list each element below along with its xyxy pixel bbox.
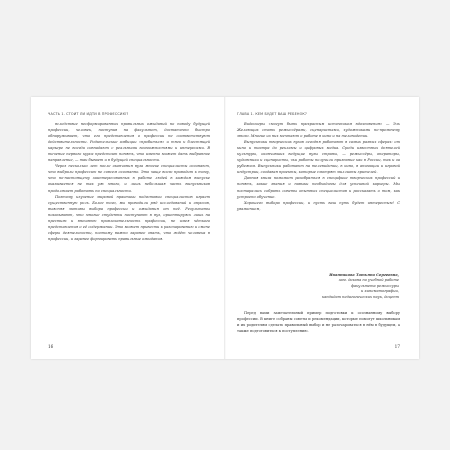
right-body-text (237, 121, 400, 212)
right-plain-paragraph: Перед вами замечательный пример подготовки к осознанному выбору профессии. В книге собраны советы и рекомендации, которые помогут школьникам и их родителям сделать правильный выбор и не разочароваться в нём в будущем, а также подготовиться к поступлению. (237, 311, 400, 334)
left-page (31, 97, 225, 359)
signature-line: кандидат педагогических наук, доцент (321, 294, 399, 299)
right-paragraph: Хорошего выбора профессии, и пусть ваш путь будет интересным! С уважением, (237, 200, 400, 211)
right-paragraph: Выпускники творческих вузов сегодня работают в самых разных сферах: от кино и театра до рекламы и цифровых медиа. Среди известных деятелей культуры, окончивших ведущие вузы страны, — режиссёры, операторы, художники и сценаристы, чьи работы получили признание как в России, так и за рубежом. Выпускники работают на телевидении, в кино, в анимации и игровой индустрии, создавая проекты, которые смотрят миллионы зрителей. (237, 140, 400, 175)
left-paragraph: Через несколько лет после окончания вуза многие специалисты осознают, что выбрали профессию не совсем осознанно. Это чаще всего приводит к тому, что по-настоящему заинтересованных в работе людей в каждом выпуске оказывается не так уж много, и лишь небольшая часть выпускников продолжает работать по специальности. (48, 164, 210, 193)
left-paragraph: Поэтому изучение мировой практики подготовки специалистов играет существенную роль. Более того, мы проводили ряд исследований и опросов, выясняя мотивы выбора профессии и ожидания от неё. Результаты показывают, что многие студенты поступают в вуз, ориентируясь лишь на престиж и внешнюю привлекательность профессии, не имея чёткого представления о её содержании. Это может привести к разочарованию и смене сферы деятельности, поэтому важно заранее знать, что ждёт человека в профессии, и заранее формировать правильные ожидания. (48, 194, 210, 241)
right-plain-text (237, 310, 400, 334)
left-body-text (48, 121, 210, 242)
left-page-number: 16 (48, 344, 54, 349)
left-running-head: ЧАСТЬ 1. СТОИТ ЛИ ИДТИ В ПРОФЕССИЮ? (48, 112, 129, 116)
right-running-head: ГЛАВА 1. КЕМ БУДЕТ ВАШ РЕБЕНОК? (237, 112, 307, 116)
signature-line: и кинематографии, (361, 289, 399, 294)
signature-name: Иванникова Татьяна Сергеевна, (329, 273, 399, 277)
right-page (225, 97, 419, 359)
signature-line: зам. декана по учебной работе (338, 278, 399, 283)
right-paragraph: Данная книга поможет разобраться в специфике творческих профессий и понять, какие знания и навыки необходимы для успешной карьеры. Мы постарались собрать советы опытных специалистов и рассказать о том, как устроено обучение. (237, 176, 400, 199)
right-paragraph: Видеоигры «могут быть прекрасным источником вдохновения» — Эль Желающих стать режиссёрами, сценаристами, художниками по-прежнему много. Многие из них мечтают о работе в кино и на телевидении. (237, 122, 400, 139)
signature-block (279, 273, 399, 300)
right-page-number: 17 (394, 344, 400, 349)
book-spread (31, 97, 419, 359)
signature-line: факультета режиссуры (351, 283, 399, 288)
left-paragraph: вследствие несформированных правильных ожиданий по поводу будущей профессии, человек, поступив на факультет, достаточно быстро обнаруживает, что его представления о профессии не соответствуют действительности. Родительские амбиции «пробиться» и тяга к блестящей карьере не всегда совпадают с реальными возможностями и интересами. В течение первого курса предстоит понять, что именно может дать выбранное направление, — так бывает и в будущей специальности. (48, 122, 210, 163)
